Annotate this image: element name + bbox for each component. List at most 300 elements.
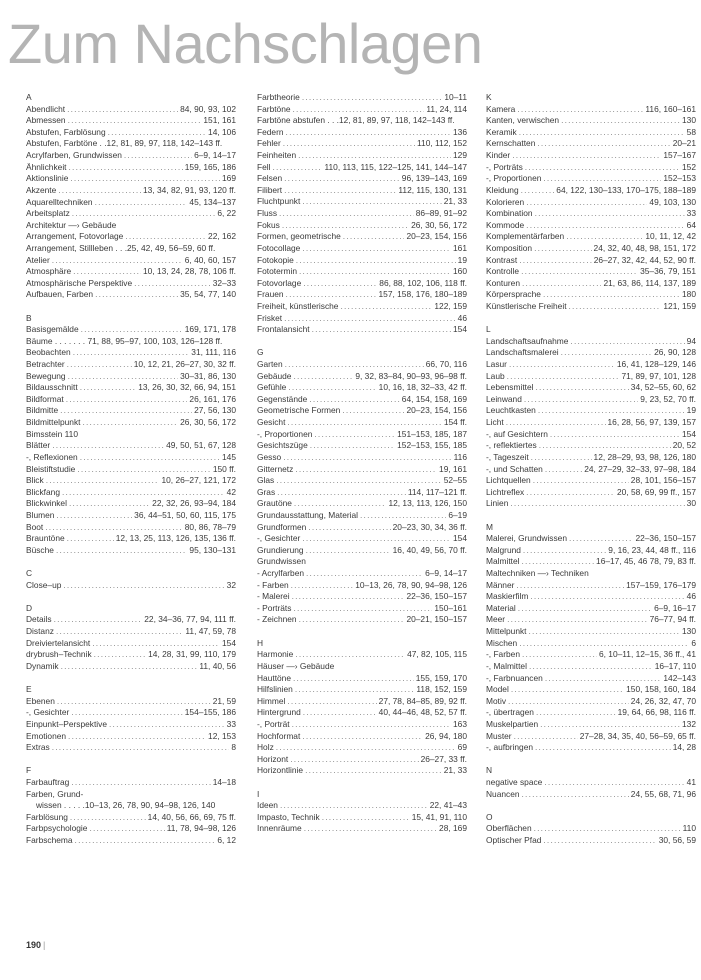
dot-leader [52,440,164,452]
entry-term: Bildmitte [26,405,59,416]
index-entry [257,115,467,127]
index-entry [486,359,696,371]
entry-term: -, Gesichter [257,533,301,544]
entry-pages: 11, 40, 56 [199,660,236,671]
entry-pages: 80, 86, 78–79 [184,521,236,532]
index-entry [486,231,696,243]
index-entry [257,556,467,568]
entry-term: Abstufen, Farblösung [26,126,106,137]
entry-pages: 142–143 [663,672,696,683]
section-gap [257,626,467,638]
entry-pages: 33 [686,208,696,219]
section-gap [26,301,236,313]
entry-pages: 45, 134–137 [189,196,236,207]
entry-term: Gitternetz [257,463,294,474]
dot-leader [534,823,681,835]
entry-pages: 52–55 [443,475,467,486]
index-entry [257,510,467,522]
entry-pages: 24, 27–29, 32–33, 97–98, 184 [584,463,696,474]
entry-pages: 13, 26, 30, 32, 66, 94, 151 [138,382,236,393]
entry-pages: 47, 82, 105, 115 [407,649,467,660]
entry-pages: 129 [453,150,467,161]
index-entry [257,185,467,197]
dot-leader [75,835,216,847]
entry-term: Farbschema [26,835,73,846]
index-entry [26,324,236,336]
dot-leader [293,104,425,116]
index-entry [26,626,236,638]
dot-leader [526,487,615,499]
entry-pages: 154 [453,533,467,544]
entry-pages: 26, 30, 56, 172 [180,417,236,428]
entry-pages: 160 [453,266,467,277]
index-entry [26,405,236,417]
index-entry [26,719,236,731]
dot-leader [69,498,150,510]
index-entry [257,196,467,208]
entry-pages: 64 [686,219,696,230]
dot-leader [95,197,188,209]
entry-term: Mischen [486,637,518,648]
dot-leader [535,742,671,754]
section-gap [486,313,696,325]
entry-pages: 132 [682,718,696,729]
dot-leader [561,115,680,127]
entry-pages: 6–9, 16–17 [654,602,696,613]
dot-leader [304,823,437,835]
entry-pages: 32 [226,579,236,590]
entry-term: Atmosphäre [26,266,72,277]
index-entry [486,289,696,301]
entry-term: Beobachten [26,347,71,358]
entry-term: Architektur —› Gebäude [26,219,117,230]
dot-leader [310,440,395,452]
index-entry [486,580,696,592]
entry-pages: 94 [686,335,696,346]
entry-pages: 145 [222,451,236,462]
dot-leader [68,731,206,743]
index-entry [486,162,696,174]
entry-term: Muskelpartien [486,718,539,729]
index-entry [257,371,467,383]
entry-term: -, Proportionen [257,428,313,439]
dot-leader [295,464,437,476]
index-entry [26,127,236,139]
dot-leader [71,707,182,719]
index-entry [486,591,696,603]
entry-pages: 49, 103, 130 [649,196,696,207]
entry-term: Gefühle [257,382,287,393]
index-entry [257,173,467,185]
section-letter: M [486,521,493,532]
dot-leader [287,417,441,429]
dot-leader [293,673,414,685]
entry-term: - Acrylfarben [257,568,305,578]
index-entry [486,382,696,394]
index-entry [486,731,696,743]
index-entry [26,649,236,661]
dot-leader [312,324,451,336]
entry-pages: 26–27, 33 ff. [420,753,467,764]
dot-leader [89,823,164,835]
index-entry [486,498,696,510]
entry-pages: 112, 115, 130, 131 [398,184,467,195]
entry-term: Malerei, Grundwissen [486,533,567,544]
entry-term: -, Porträt [257,718,290,729]
dot-leader [517,104,643,116]
entry-term: Felsen [257,173,283,184]
index-entry [26,394,236,406]
index-entry [486,429,696,441]
index-entry [257,487,467,499]
dot-leader [292,591,405,603]
section-letter: A [26,92,32,102]
dot-leader [92,638,220,650]
entry-term: -, Proportionen [486,173,542,184]
dot-leader [507,614,647,626]
index-entry [486,777,696,789]
entry-term: Fototermin [257,266,298,277]
index-entry [257,800,467,812]
index-entry [486,742,696,754]
entry-term: Büsche [26,544,54,555]
entry-pages: 16, 40, 49, 56, 70 ff. [392,544,467,555]
index-entry [257,591,467,603]
entry-pages: 9, 32, 83–84, 90–93, 96–98 ff. [355,370,467,381]
entry-term: Dynamik [26,660,59,671]
dot-leader [296,255,456,267]
dot-leader [66,394,188,406]
dot-leader [276,742,456,754]
entry-term: -, Malmittel [486,660,527,671]
entry-pages: 22, 32, 26, 93–94, 184 [152,498,236,509]
entry-pages: 20–21 [672,138,696,149]
dot-leader [73,266,141,278]
entry-term: Lasur [486,359,507,370]
footer-separator: | [43,940,46,950]
entry-term: Akzente [26,184,57,195]
dot-leader [45,522,183,534]
entry-term: Kolorieren [486,196,525,207]
entry-pages: 14, 106 [208,126,236,137]
index-entry [26,115,236,127]
entry-pages: 12, 13, 25, 113, 126, 135, 136 ff. [115,533,236,544]
entry-pages: 27, 56, 130 [194,405,236,416]
dot-leader [293,603,432,615]
index-entry [26,359,236,371]
entry-term: Ideen [257,800,278,811]
entry-pages: 20–23, 30, 34, 36 ff. [392,521,467,532]
dot-leader [298,150,451,162]
index-entry [486,684,696,696]
index-entry [26,266,236,278]
index-column-3 [486,92,696,847]
entry-pages: 22, 34–36, 77, 94, 111 ff. [144,614,236,625]
entry-term: Kinder [486,150,511,161]
index-entry [26,522,236,534]
dot-leader [545,673,662,685]
index-entry [486,127,696,139]
entry-term: Leuchtkasten [486,405,536,416]
entry-pages: 10, 12, 21, 26–27, 30, 32 ff. [133,359,236,370]
dot-leader [305,765,442,777]
dot-leader [529,661,653,673]
entry-pages: 49, 50, 51, 67, 128 [166,440,236,451]
entry-term: Aufbauen, Farben [26,289,94,300]
section-gap [26,591,236,603]
entry-pages: 11, 24, 114 [426,103,467,114]
index-entry [486,150,696,162]
index-entry [257,255,467,267]
entry-pages: 154 [222,637,236,648]
dot-leader [302,92,443,104]
index-entry [257,313,467,325]
dot-leader [519,255,592,267]
dot-leader [536,382,629,394]
entry-term: -, Farben [486,649,520,660]
dot-leader [283,452,451,464]
entry-term: Dreiviertelansicht [26,637,91,648]
dot-leader [288,382,376,394]
dot-leader [67,533,114,545]
dot-leader [294,498,387,510]
index-entry [486,220,696,232]
entry-pages: 76–77, 94 ff. [649,614,696,625]
dot-leader [72,208,216,220]
entry-pages: 9, 16, 23, 44, 48 ff., 116 [608,544,696,555]
dot-leader [535,208,685,220]
entry-term: Linien [486,498,509,509]
entry-pages: 26, 90, 128 [654,347,696,358]
dot-leader [322,812,410,824]
section-letter: H [257,637,264,648]
entry-pages: 41 [686,777,696,788]
entry-pages: 32–33 [212,277,236,288]
dot-leader [299,614,405,626]
index-entry [486,371,696,383]
entry-pages: 16, 28, 56, 97, 139, 157 [607,417,696,428]
dot-leader [522,278,601,290]
dot-leader [80,452,220,464]
dot-leader [46,475,160,487]
section-letter: I [257,788,260,799]
entry-term: Betrachter [26,359,65,370]
section-gap [486,800,696,812]
dot-leader [299,266,451,278]
entry-term: Filibert [257,184,283,195]
entry-pages: 69 [457,742,467,753]
entry-pages: 116 [453,451,467,462]
index-entry [486,487,696,499]
dot-leader [68,371,179,383]
index-entry [257,150,467,162]
index-entry [26,243,236,255]
entry-pages: 22, 162 [208,231,236,242]
index-entry [257,231,467,243]
index-entry [486,464,696,476]
entry-term: Frisket [257,312,283,323]
index-entry [257,580,467,592]
section-letter: G [257,347,264,358]
index-entry [26,150,236,162]
entry-term: Farbauftrag [26,777,70,788]
index-entry [257,324,467,336]
entry-term: Malgrund [486,544,521,555]
index-entry [257,405,467,417]
entry-pages: 22–36, 150–157 [635,533,696,544]
entry-pages: 24, 55, 68, 71, 96 [630,788,696,799]
index-entry [257,533,467,545]
entry-term: Farben, Grund- [26,788,84,799]
entry-pages: 64, 122, 130–133, 170–175, 188–189 [556,184,696,195]
entry-term: Arbeitsplatz [26,208,70,219]
entry-pages: 26, 161, 176 [189,393,236,404]
entry-pages: 118, 152, 159 [416,684,467,695]
entry-pages: 10–13, 26, 78, 90, 94–98, 126 [355,579,467,590]
entry-term: Muster [486,730,512,741]
section-gap [486,510,696,522]
entry-pages: 21, 63, 86, 114, 137, 189 [603,277,696,288]
entry-term: Formen, geometrische [257,231,341,242]
index-entry [26,104,236,116]
index-entry [26,371,236,383]
entry-term: Farblösung [26,811,68,822]
dot-leader [540,719,680,731]
entry-term: Geometrische Formen [257,405,341,416]
index-entry [26,800,236,812]
entry-term: Nuancen [486,788,520,799]
dot-leader [521,266,638,278]
entry-term: -, Tageszeit [486,451,529,462]
entry-pages: 163 [453,718,467,729]
dot-leader [62,487,225,499]
dot-leader [67,104,178,116]
entry-pages: 154–155, 186 [184,707,236,718]
entry-pages: 154 ff. [443,417,467,428]
entry-term: Details [26,614,52,625]
dot-leader [561,347,652,359]
dot-leader [543,289,680,301]
index-entry [26,545,236,557]
dot-leader [69,162,183,174]
entry-term: - Malerei [257,591,290,602]
entry-pages: 14, 40, 56, 66, 69, 75 ff. [147,811,236,822]
entry-term: Bimsstein 110 [26,428,78,439]
entry-pages: 169 [222,173,236,184]
entry-term: Frontalansicht [257,324,310,335]
index-entry [257,812,467,824]
entry-term: Grautöne [257,498,292,509]
dot-leader [529,626,681,638]
index-entry [257,719,467,731]
index-entry [257,696,467,708]
entry-term: Blick [26,475,44,486]
dot-leader [302,196,441,208]
entry-pages: 21, 33 [443,196,467,207]
entry-term: Atelier [26,254,50,265]
dot-leader [302,731,423,743]
entry-term: Komplementärfarben [486,231,565,242]
entry-pages: 16–17, 110 [654,660,696,671]
dot-leader [286,289,377,301]
dot-leader [73,347,190,359]
entry-pages: 26, 30, 56, 172 [411,219,467,230]
entry-term: Gesicht [257,417,286,428]
entry-pages: 20, 52 [672,440,696,451]
dot-leader [522,789,629,801]
index-entry [26,789,236,801]
entry-term: Bildmittelpunkt [26,417,81,428]
index-entry [486,243,696,255]
entry-term: Fehler [257,138,281,149]
index-entry [486,452,696,464]
entry-term: -, auf Gesichtern [486,428,548,439]
index-entry [26,382,236,394]
index-entry [26,533,236,545]
dot-leader [526,197,647,209]
entry-term: - Farben [257,579,289,590]
entry-term: Ähnlichkeit [26,161,67,172]
entry-pages: 19, 64, 66, 98, 116 ff. [617,707,696,718]
dot-leader [523,545,606,557]
entry-pages: 10, 11, 12, 42 [645,231,696,242]
index-entry [257,614,467,626]
index-entry [486,823,696,835]
entry-pages: 6–9, 14–17 [425,568,467,578]
entry-pages: 22, 41–43 [429,800,467,811]
entry-pages: 180 [682,289,696,300]
index-entry [257,823,467,835]
entry-pages: 30–31, 86, 130 [180,370,236,381]
dot-leader [280,800,428,812]
index-entry [257,452,467,464]
index-entry [257,289,467,301]
index-column-2 [257,92,467,835]
entry-pages: 86, 88, 102, 106, 118 ff. [379,277,467,288]
dot-leader [70,173,220,185]
index-entry [486,673,696,685]
entry-term: Extras [26,742,50,753]
entry-pages: 14–18 [212,777,236,788]
entry-term: Impasto, Technik [257,811,320,822]
dot-leader [60,405,192,417]
index-entry [257,475,467,487]
section-gap [26,556,236,568]
index-entry [486,115,696,127]
dot-leader [52,255,183,267]
section-letter: E [26,684,32,695]
index-entry [486,394,696,406]
dot-leader [295,684,415,696]
index-entry [26,197,236,209]
entry-pages: 159, 165, 186 [184,161,236,172]
entry-pages: 22–36, 150–157 [406,591,467,602]
index-entry [26,429,236,441]
dot-leader [526,220,685,232]
entry-pages: 46 [457,312,467,323]
entry-pages: 152–153, 155, 185 [397,440,467,451]
dot-leader [538,405,685,417]
index-entry [26,255,236,267]
entry-term: Bleistiftstudie [26,463,76,474]
entry-pages: 36, 44–51, 50, 60, 115, 175 [134,509,236,520]
entry-pages: 26–27, 32, 42, 44, 52, 90 ff. [593,254,696,265]
index-entry [486,649,696,661]
dot-leader [63,580,224,592]
dot-leader [340,301,432,313]
entry-pages: 19 [457,254,467,265]
entry-term: Farbpsychologie [26,823,88,834]
